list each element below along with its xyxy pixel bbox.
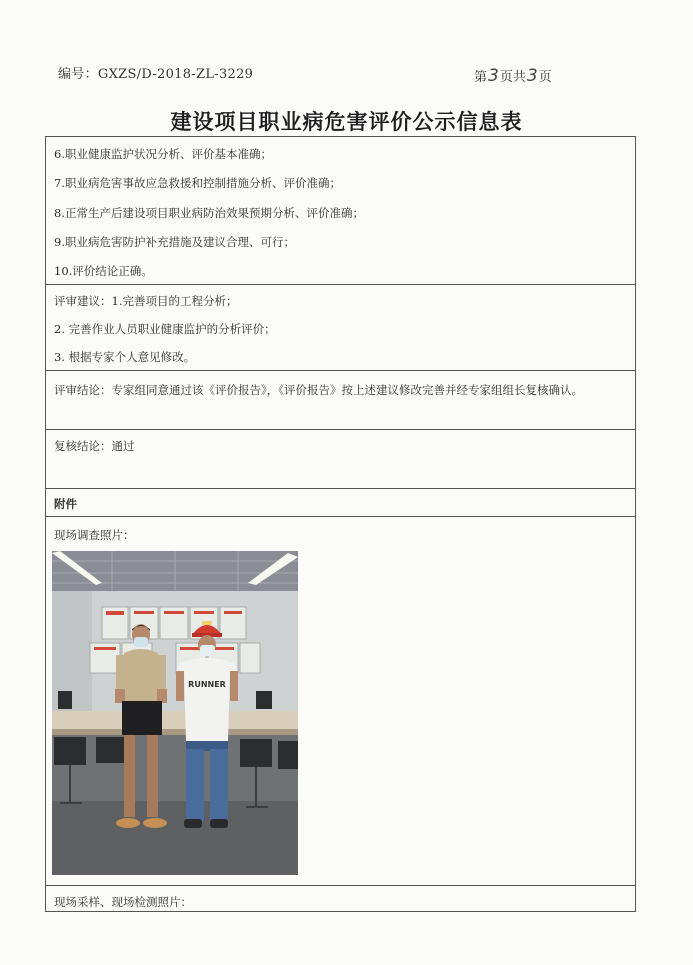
page-total: 3 bbox=[526, 66, 538, 86]
review-item-10: 10.评价结论正确。 bbox=[54, 264, 153, 278]
attachment-heading: 附件 bbox=[54, 497, 77, 511]
row-divider bbox=[45, 429, 636, 430]
suggestion-1: 评审建议：1.完善项目的工程分析； bbox=[54, 294, 238, 308]
page-current: 3 bbox=[488, 66, 499, 86]
page-suffix: 页 bbox=[538, 70, 552, 85]
review-item-6: 6.职业健康监护状况分析、评价基本准确； bbox=[54, 147, 272, 161]
row-divider bbox=[45, 488, 636, 489]
survey-photo-label: 现场调查照片： bbox=[54, 528, 135, 542]
suggestion-2: 2. 完善作业人员职业健康监护的分析评价； bbox=[54, 322, 276, 336]
sampling-photo-label: 现场采样、现场检测照片： bbox=[54, 895, 192, 909]
row-divider bbox=[45, 370, 636, 371]
suggestion-3: 3. 根据专家个人意见修改。 bbox=[54, 350, 196, 364]
page-prefix: 第 bbox=[474, 70, 488, 85]
review-item-7: 7.职业病危害事故应急救援和控制措施分析、评价准确； bbox=[54, 176, 341, 190]
page-middle: 页共 bbox=[499, 70, 526, 85]
review-item-9: 9.职业病危害防护补充措施及建议合理、可行； bbox=[54, 235, 295, 249]
document-number: 编号：GXZS/D-2018-ZL-3229 bbox=[58, 67, 254, 82]
row-divider bbox=[45, 284, 636, 285]
review-item-8: 8.正常生产后建设项目职业病防治效果预期分析、评价准确； bbox=[54, 206, 364, 220]
survey-photo bbox=[52, 551, 298, 875]
review-conclusion: 评审结论：专家组同意通过该《评价报告》，《评价报告》按上述建议修改完善并经专家组组长复核确认。 bbox=[54, 383, 583, 397]
document-title: 建设项目职业病危害评价公示信息表 bbox=[170, 109, 523, 134]
row-divider bbox=[45, 516, 636, 517]
row-divider bbox=[45, 885, 636, 886]
page-count bbox=[474, 66, 552, 86]
recheck-conclusion: 复核结论：通过 bbox=[54, 439, 135, 453]
shirt-text: RUNNER bbox=[188, 680, 226, 689]
